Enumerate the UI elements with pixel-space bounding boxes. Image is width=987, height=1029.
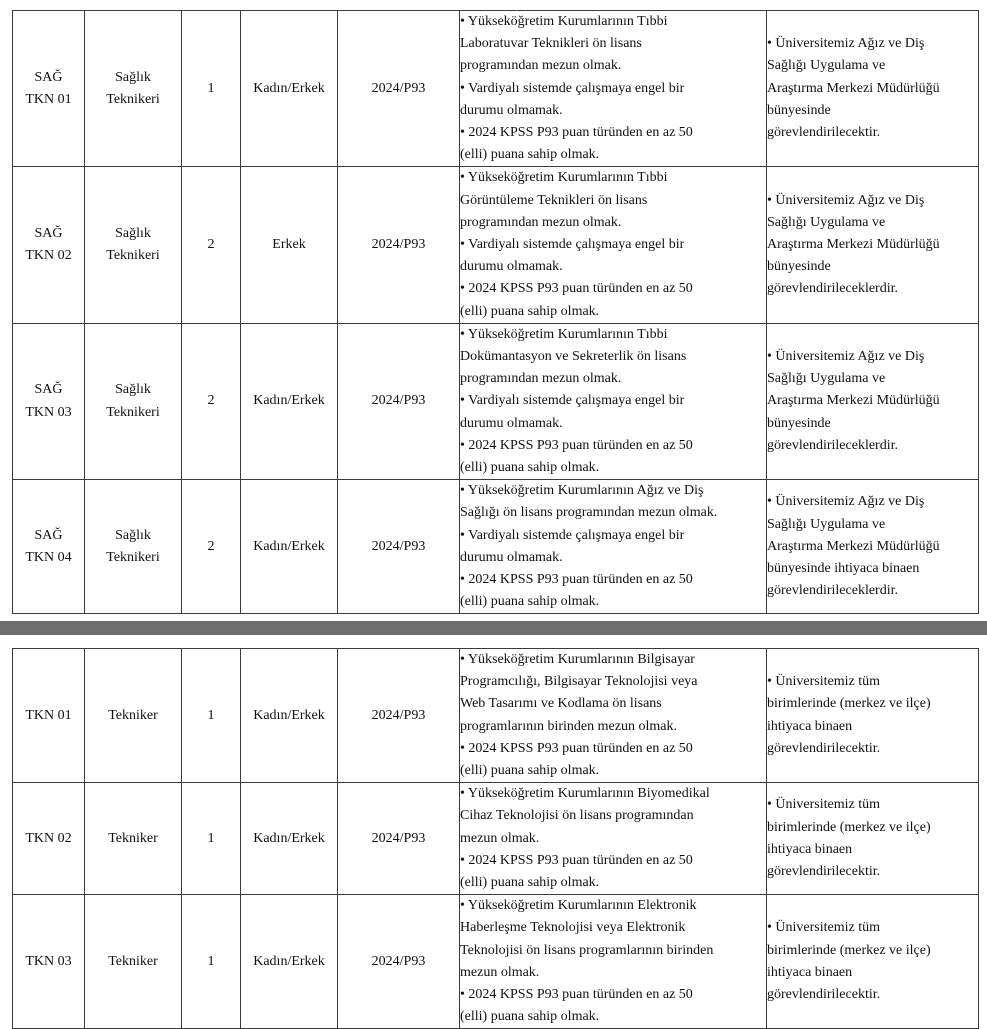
qualification-requirements-line: durumu olmamak. (460, 102, 563, 118)
qualification-requirements-line: mezun olmak. (460, 830, 540, 846)
assignment-notes-line: • Üniversitemiz Ağız ve Diş (767, 349, 925, 365)
assignment-notes-line: Araştırma Merkezi Müdürlüğü (767, 393, 940, 409)
qualification-requirements-line: Teknolojisi ön lisans programlarının birinden (460, 942, 714, 958)
qualification-requirements-line: Dokümantasyon ve Sekreterlik ön lisans (460, 349, 687, 365)
qualification-requirements-line: (elli) puana sahip olmak. (460, 1009, 600, 1025)
assignment-notes-line: Araştırma Merkezi Müdürlüğü (767, 80, 940, 96)
position-count: 2 (182, 323, 241, 479)
assignment-notes-line: Araştırma Merkezi Müdürlüğü (767, 538, 940, 554)
assignment-notes-line: • Üniversitemiz tüm (767, 797, 880, 813)
assignment-notes (767, 649, 979, 783)
table-row (13, 649, 979, 783)
qualification-requirements-line: • 2024 KPSS P93 puan türünden en az 50 (460, 437, 693, 453)
table-row (13, 783, 979, 895)
position-title-line: Teknikeri (106, 248, 160, 264)
assignment-notes-line: bünyesinde (767, 259, 831, 275)
position-code-line: TKN 03 (25, 953, 72, 969)
position-title-line: Sağlık (115, 225, 151, 241)
assignment-notes-line: birimlerinde (merkez ve ilçe) (767, 819, 931, 835)
table-row (13, 895, 979, 1029)
assignment-notes-line: Sağlığı Uygulama ve (767, 516, 886, 532)
qualification-requirements-line: programlarının birinden mezun olmak. (460, 718, 677, 734)
qualification-requirements-line: • Yükseköğretim Kurumlarının Tıbbi (460, 326, 668, 342)
qualification-requirements-line: • Yükseköğretim Kurumlarının Tıbbi (460, 170, 668, 186)
qualification-requirements-line: programından mezun olmak. (460, 58, 622, 74)
score-type: 2024/P93 (338, 895, 460, 1029)
table-row (13, 167, 979, 323)
assignment-notes-line: ihtiyaca binaen (767, 718, 853, 734)
qualification-requirements-line: • 2024 KPSS P93 puan türünden en az 50 (460, 852, 693, 868)
qualification-requirements-line: (elli) puana sahip olmak. (460, 147, 600, 163)
assignment-notes-line: • Üniversitemiz tüm (767, 920, 880, 936)
qualification-requirements-line: • 2024 KPSS P93 puan türünden en az 50 (460, 987, 693, 1003)
score-type: 2024/P93 (338, 167, 460, 323)
qualification-requirements-line: • Yükseköğretim Kurumlarının Elektronik (460, 898, 697, 914)
assignment-notes-line: • Üniversitemiz Ağız ve Diş (767, 36, 925, 52)
gender-requirement: Kadın/Erkek (241, 11, 338, 167)
qualification-requirements-line: • Yükseköğretim Kurumlarının Biyomedikal (460, 786, 710, 802)
qualification-requirements-line: • Vardiyalı sistemde çalışmaya engel bir (460, 237, 685, 253)
position-title (85, 783, 182, 895)
qualification-requirements-line: • Yükseköğretim Kurumlarının Bilgisayar (460, 652, 695, 667)
position-code-line: TKN 03 (25, 404, 72, 420)
assignment-notes-line: görevlendirileceklerdir. (767, 281, 898, 297)
position-count: 2 (182, 480, 241, 614)
assignment-notes-line: görevlendirileceklerdir. (767, 583, 898, 599)
position-title-line: Sağlık (115, 69, 151, 85)
assignment-notes (767, 323, 979, 479)
qualification-requirements-line: Görüntüleme Teknikleri ön lisans (460, 192, 648, 208)
assignment-notes-line: ihtiyaca binaen (767, 964, 853, 980)
position-code (13, 167, 85, 323)
assignment-notes-line: • Üniversitemiz Ağız ve Diş (767, 192, 925, 208)
assignment-notes-line: ihtiyaca binaen (767, 841, 853, 857)
qualification-requirements-line: (elli) puana sahip olmak. (460, 303, 600, 319)
assignment-notes-line: görevlendirilecektir. (767, 863, 881, 879)
position-count: 1 (182, 11, 241, 167)
gender-requirement: Kadın/Erkek (241, 783, 338, 895)
table-row (13, 480, 979, 614)
position-code-line: SAĞ (34, 382, 63, 398)
position-code (13, 11, 85, 167)
position-code-line: TKN 02 (25, 248, 72, 264)
position-title-line: Teknikeri (106, 404, 160, 420)
qualification-requirements-line: • 2024 KPSS P93 puan türünden en az 50 (460, 740, 693, 756)
qualification-requirements-line: Cihaz Teknolojisi ön lisans programından (460, 808, 694, 824)
qualification-requirements-line: (elli) puana sahip olmak. (460, 594, 600, 610)
assignment-notes-line: görevlendirileceklerdir. (767, 437, 898, 453)
score-type: 2024/P93 (338, 649, 460, 783)
assignment-notes-line: bünyesinde (767, 102, 831, 118)
qualification-requirements-line: (elli) puana sahip olmak. (460, 763, 600, 779)
assignment-notes-line: birimlerinde (merkez ve ilçe) (767, 942, 931, 958)
qualification-requirements-line: Sağlığı ön lisans programından mezun olmak. (460, 505, 718, 521)
assignment-notes (767, 480, 979, 614)
position-title (85, 649, 182, 783)
position-title-line: Tekniker (108, 830, 158, 846)
assignment-notes-line: Sağlığı Uygulama ve (767, 371, 886, 387)
assignment-notes-line: bünyesinde (767, 415, 831, 431)
assignment-notes-line: görevlendirilecektir. (767, 740, 881, 756)
score-type: 2024/P93 (338, 783, 460, 895)
qualification-requirements (460, 783, 767, 895)
qualification-requirements-line: • Vardiyalı sistemde çalışmaya engel bir (460, 80, 685, 96)
qualification-requirements-line: • Yükseköğretim Kurumlarının Tıbbi (460, 14, 668, 29)
position-title-line: Teknikeri (106, 91, 160, 107)
position-count: 1 (182, 895, 241, 1029)
qualification-requirements (460, 11, 767, 167)
assignment-notes (767, 11, 979, 167)
qualification-requirements-line: programından mezun olmak. (460, 214, 622, 230)
qualification-requirements-line: durumu olmamak. (460, 415, 563, 431)
position-code-line: TKN 04 (25, 549, 72, 565)
qualification-requirements-line: (elli) puana sahip olmak. (460, 460, 600, 476)
position-title (85, 895, 182, 1029)
qualification-requirements-line: Laboratuvar Teknikleri ön lisans (460, 36, 642, 52)
qualification-requirements-line: • Yükseköğretim Kurumlarının Ağız ve Diş (460, 483, 704, 499)
qualification-requirements-line: programından mezun olmak. (460, 371, 622, 387)
position-title (85, 167, 182, 323)
position-code-line: TKN 01 (25, 707, 72, 723)
assignment-notes-line: • Üniversitemiz Ağız ve Diş (767, 494, 925, 510)
section-divider (0, 621, 987, 635)
gender-requirement: Kadın/Erkek (241, 895, 338, 1029)
position-code-line: SAĞ (34, 527, 63, 543)
table-row (13, 323, 979, 479)
qualification-requirements-line: (elli) puana sahip olmak. (460, 875, 600, 891)
qualification-requirements (460, 167, 767, 323)
qualification-requirements-line: mezun olmak. (460, 964, 540, 980)
position-code-line: TKN 01 (25, 91, 72, 107)
qualification-requirements-line: • Vardiyalı sistemde çalışmaya engel bir (460, 527, 685, 543)
qualification-requirements-line: • 2024 KPSS P93 puan türünden en az 50 (460, 572, 693, 588)
position-table-technician (12, 648, 979, 1029)
qualification-requirements-line: • 2024 KPSS P93 puan türünden en az 50 (460, 281, 693, 297)
position-code-line: SAĞ (34, 225, 63, 241)
gender-requirement: Kadın/Erkek (241, 480, 338, 614)
position-title (85, 480, 182, 614)
position-title (85, 323, 182, 479)
assignment-notes (767, 167, 979, 323)
gender-requirement: Kadın/Erkek (241, 649, 338, 783)
assignment-notes-line: görevlendirilecektir. (767, 987, 881, 1003)
position-code-line: TKN 02 (25, 830, 72, 846)
table-row (13, 11, 979, 167)
qualification-requirements-line: Programcılığı, Bilgisayar Teknolojisi veya (460, 674, 698, 690)
qualification-requirements-line: Web Tasarımı ve Kodlama ön lisans (460, 696, 662, 712)
qualification-requirements-line: • 2024 KPSS P93 puan türünden en az 50 (460, 125, 693, 141)
position-title-line: Tekniker (108, 707, 158, 723)
qualification-requirements-line: Haberleşme Teknolojisi veya Elektronik (460, 920, 686, 936)
position-title-line: Tekniker (108, 953, 158, 969)
score-type: 2024/P93 (338, 323, 460, 479)
assignment-notes (767, 895, 979, 1029)
position-table-health (12, 10, 979, 614)
position-code (13, 783, 85, 895)
position-code (13, 895, 85, 1029)
assignment-notes-line: Araştırma Merkezi Müdürlüğü (767, 237, 940, 253)
assignment-notes-line: • Üniversitemiz tüm (767, 674, 880, 690)
assignment-notes-line: bünyesinde ihtiyaca binaen (767, 560, 920, 576)
qualification-requirements-line: durumu olmamak. (460, 549, 563, 565)
assignment-notes-line: görevlendirilecektir. (767, 125, 881, 141)
assignment-notes (767, 783, 979, 895)
qualification-requirements-line: • Vardiyalı sistemde çalışmaya engel bir (460, 393, 685, 409)
score-type: 2024/P93 (338, 480, 460, 614)
position-code (13, 480, 85, 614)
qualification-requirements (460, 649, 767, 783)
position-title-line: Teknikeri (106, 549, 160, 565)
qualification-requirements (460, 480, 767, 614)
position-title-line: Sağlık (115, 382, 151, 398)
position-count: 1 (182, 783, 241, 895)
assignment-notes-line: Sağlığı Uygulama ve (767, 214, 886, 230)
qualification-requirements (460, 323, 767, 479)
qualification-requirements (460, 895, 767, 1029)
gender-requirement: Erkek (241, 167, 338, 323)
position-count: 1 (182, 649, 241, 783)
position-title (85, 11, 182, 167)
position-title-line: Sağlık (115, 527, 151, 543)
score-type: 2024/P93 (338, 11, 460, 167)
assignment-notes-line: birimlerinde (merkez ve ilçe) (767, 696, 931, 712)
position-count: 2 (182, 167, 241, 323)
assignment-notes-line: Sağlığı Uygulama ve (767, 58, 886, 74)
position-code-line: SAĞ (34, 69, 63, 85)
gender-requirement: Kadın/Erkek (241, 323, 338, 479)
position-code (13, 323, 85, 479)
qualification-requirements-line: durumu olmamak. (460, 259, 563, 275)
position-code (13, 649, 85, 783)
